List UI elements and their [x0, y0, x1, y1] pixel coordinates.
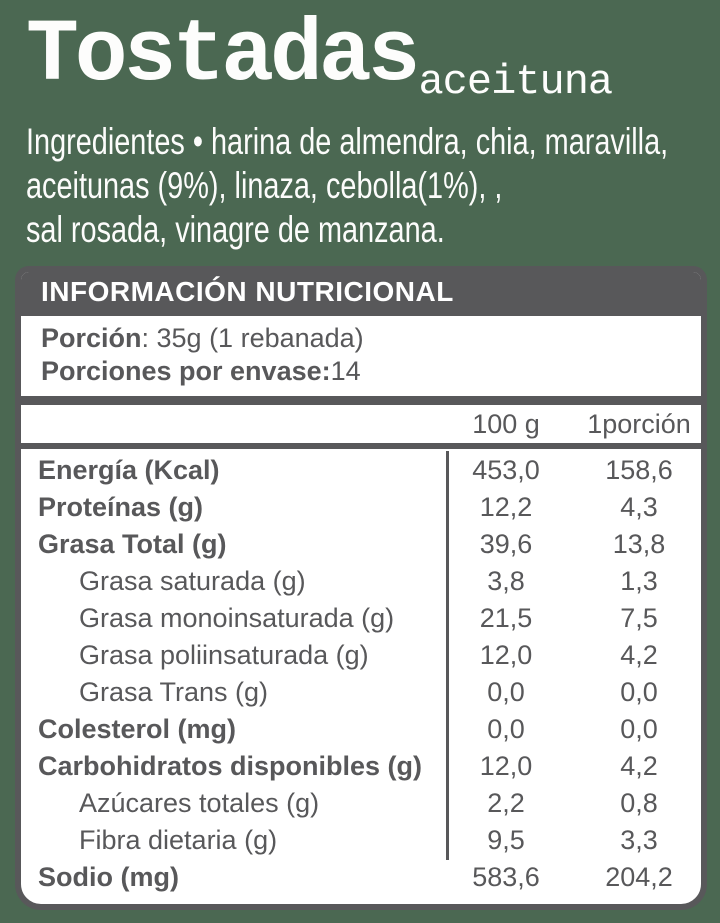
nutrient-label: Fibra dietaria (g): [79, 825, 278, 855]
label-header: [0, 0, 720, 252]
value-per-100g: 12,2: [479, 492, 533, 522]
value-per-100g: 453,0: [472, 455, 540, 485]
portion-label: Porción: [41, 323, 142, 353]
value-per-portion: 4,2: [620, 640, 658, 670]
value-per-portion: 0,0: [620, 677, 658, 707]
value-per-100g: 9,5: [487, 825, 525, 855]
ingredients-line: Ingredientes • harina de almendra, chia, maravilla,: [26, 121, 669, 162]
table-row: [21, 452, 701, 489]
nutrient-label: Energía (Kcal): [38, 455, 220, 485]
value-per-portion: 1,3: [620, 566, 658, 596]
portion-section: [21, 316, 701, 396]
table-row: [21, 822, 701, 859]
nutrient-label: Colesterol (mg): [38, 714, 237, 744]
table-row: [21, 785, 701, 822]
value-per-100g: 39,6: [479, 529, 533, 559]
column-header-row: [21, 405, 701, 443]
nutrient-label: Grasa monoinsaturada (g): [79, 603, 395, 633]
value-per-portion: 0,8: [620, 788, 658, 818]
value-per-portion: 7,5: [620, 603, 658, 633]
ingredients-block: [26, 120, 720, 252]
nutrient-label: Proteínas (g): [38, 492, 204, 522]
nutrition-panel-title: INFORMACIÓN NUTRICIONAL: [21, 272, 701, 316]
table-row: [21, 489, 701, 526]
table-row: [21, 859, 701, 896]
nutrient-label: Grasa Trans (g): [79, 677, 269, 707]
title-line: [26, 4, 720, 110]
value-per-100g: 2,2: [487, 788, 525, 818]
value-per-portion: 204,2: [605, 862, 673, 892]
value-per-100g: 12,0: [479, 751, 533, 781]
value-per-portion: 4,2: [620, 751, 658, 781]
nutrient-rows: [21, 449, 701, 904]
nutrient-label: Grasa poliinsaturada (g): [79, 640, 369, 670]
portion-value: : 35g (1 rebanada): [141, 323, 364, 353]
value-per-portion: 0,0: [620, 714, 658, 744]
column-header-portion: 1porción: [587, 408, 691, 439]
value-per-100g: 12,0: [479, 640, 533, 670]
value-per-100g: 0,0: [487, 677, 525, 707]
servings-label: Porciones por envase:: [41, 356, 331, 386]
column-header-100g: 100 g: [472, 408, 540, 439]
column-divider-line: [446, 451, 449, 860]
nutrition-facts-panel: [15, 266, 707, 910]
nutrient-label: Grasa saturada (g): [79, 566, 306, 596]
table-row: [21, 711, 701, 748]
value-per-portion: 158,6: [605, 455, 673, 485]
portion-line: [41, 322, 701, 355]
table-row: [21, 563, 701, 600]
product-flavor: aceituna: [418, 58, 613, 106]
value-per-portion: 13,8: [612, 529, 666, 559]
ingredients-line: aceitunas (9%), linaza, cebolla(1%), ,: [26, 165, 503, 206]
table-row: [21, 748, 701, 785]
nutrient-label: Carbohidratos disponibles (g): [38, 751, 423, 781]
product-title: Tostadas: [26, 7, 417, 106]
section-divider: [21, 396, 701, 405]
nutrient-label: Azúcares totales (g): [79, 788, 320, 818]
value-per-100g: 21,5: [479, 603, 533, 633]
servings-line: [41, 355, 701, 388]
value-per-portion: 4,3: [620, 492, 658, 522]
table-row: [21, 600, 701, 637]
nutrient-label: Sodio (mg): [38, 862, 179, 892]
ingredients-line: sal rosada, vinagre de manzana.: [26, 209, 445, 250]
table-row: [21, 674, 701, 711]
value-per-100g: 0,0: [487, 714, 525, 744]
table-row: [21, 637, 701, 674]
value-per-portion: 3,3: [620, 825, 658, 855]
value-per-100g: 3,8: [487, 566, 525, 596]
nutrient-label: Grasa Total (g): [38, 529, 227, 559]
table-row: [21, 526, 701, 563]
value-per-100g: 583,6: [472, 862, 540, 892]
servings-value: 14: [330, 356, 361, 386]
